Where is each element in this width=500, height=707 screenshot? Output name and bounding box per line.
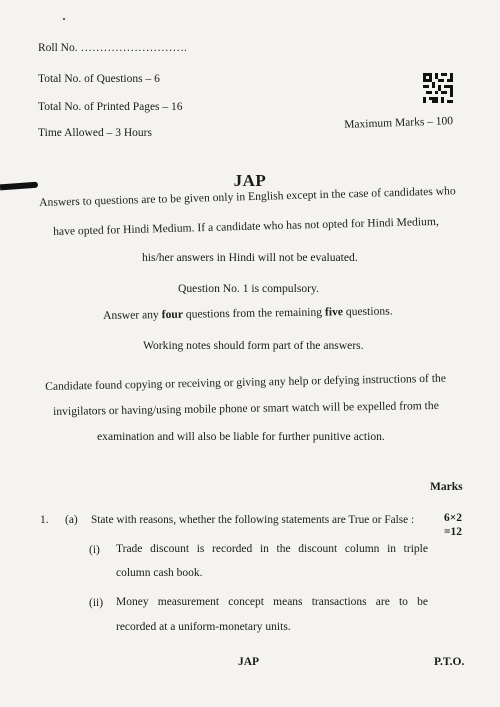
item-i-line-2: column cash book. — [116, 567, 203, 579]
item-i-word: recorded — [212, 543, 253, 555]
total-printed-pages: Total No. of Printed Pages – 16 — [38, 101, 183, 113]
item-i-word: discount — [150, 543, 190, 555]
item-i-word: in — [259, 543, 269, 555]
roll-no-line: Roll No. ………………………. — [38, 42, 187, 54]
item-ii-word: concept — [228, 596, 264, 608]
item-ii-word: means — [273, 596, 303, 608]
item-ii-word: measurement — [157, 596, 220, 608]
item-ii-number: (ii) — [89, 597, 104, 609]
time-allowed: Time Allowed – 3 Hours — [38, 127, 152, 139]
item-ii-word: are — [375, 596, 390, 608]
item-i-word: is — [196, 543, 205, 555]
paper-code-title: JAP — [233, 171, 267, 190]
item-ii-word: to — [398, 596, 408, 608]
item-ii-line-1 — [116, 596, 428, 608]
qr-code-icon — [423, 73, 453, 103]
instruction-line-3: his/her answers in Hindi will not be evaluated. — [142, 251, 358, 264]
item-i-word: discount — [298, 543, 338, 555]
working-notes-note: Working notes should form part of the answers. — [143, 339, 364, 352]
maximum-marks: Maximum Marks – 100 — [344, 115, 454, 131]
answer-any-mid: questions from the remaining — [182, 305, 326, 321]
item-ii-line-2: recorded at a uniform-monetary units. — [116, 621, 291, 633]
footer-paper-code: JAP — [238, 656, 260, 668]
instruction-line-2: have opted for Hindi Medium. If a candidate who has not opted for Hindi Medium, — [53, 214, 439, 238]
answer-any-pre: Answer any — [103, 308, 162, 322]
compulsory-note: Question No. 1 is compulsory. — [178, 282, 319, 295]
item-ii-word: be — [417, 596, 428, 608]
question-prompt: State with reasons, whether the following statements are True or False : — [91, 514, 415, 526]
item-i-word: Trade — [116, 543, 143, 555]
warning-line-3: examination and will also be liable for further punitive action. — [97, 430, 385, 443]
answer-any-five: five — [324, 305, 344, 319]
answer-any-note — [103, 304, 393, 322]
warning-line-1: Candidate found copying or receiving or giving any help or defying instructions of the — [45, 371, 447, 393]
question-marks-line-1: 6×2 — [444, 512, 463, 524]
question-number: 1. — [40, 514, 49, 526]
instruction-line-1: Answers to questions are to be given only in English except in the case of candidates who — [39, 184, 456, 209]
answer-any-four: four — [161, 307, 184, 322]
total-questions: Total No. of Questions – 6 — [38, 73, 160, 85]
warning-line-2: invigilators or having/using mobile phone or smart watch will be expelled from the — [53, 398, 439, 418]
question-marks-line-2: =12 — [444, 526, 463, 538]
marks-heading: Marks — [430, 481, 463, 493]
question-part-label: (a) — [65, 514, 78, 526]
footer-pto: P.T.O. — [434, 656, 465, 668]
item-i-word: the — [276, 543, 291, 555]
answer-any-post: questions. — [342, 304, 393, 319]
item-i-word: column — [344, 543, 380, 555]
item-ii-word: Money — [116, 596, 149, 608]
speck-mark — [63, 18, 65, 20]
item-i-line-1 — [116, 543, 428, 555]
item-i-word: in — [387, 543, 397, 555]
item-ii-word: transactions — [311, 596, 367, 608]
item-i-number: (i) — [89, 544, 100, 556]
item-i-word: triple — [403, 543, 428, 555]
